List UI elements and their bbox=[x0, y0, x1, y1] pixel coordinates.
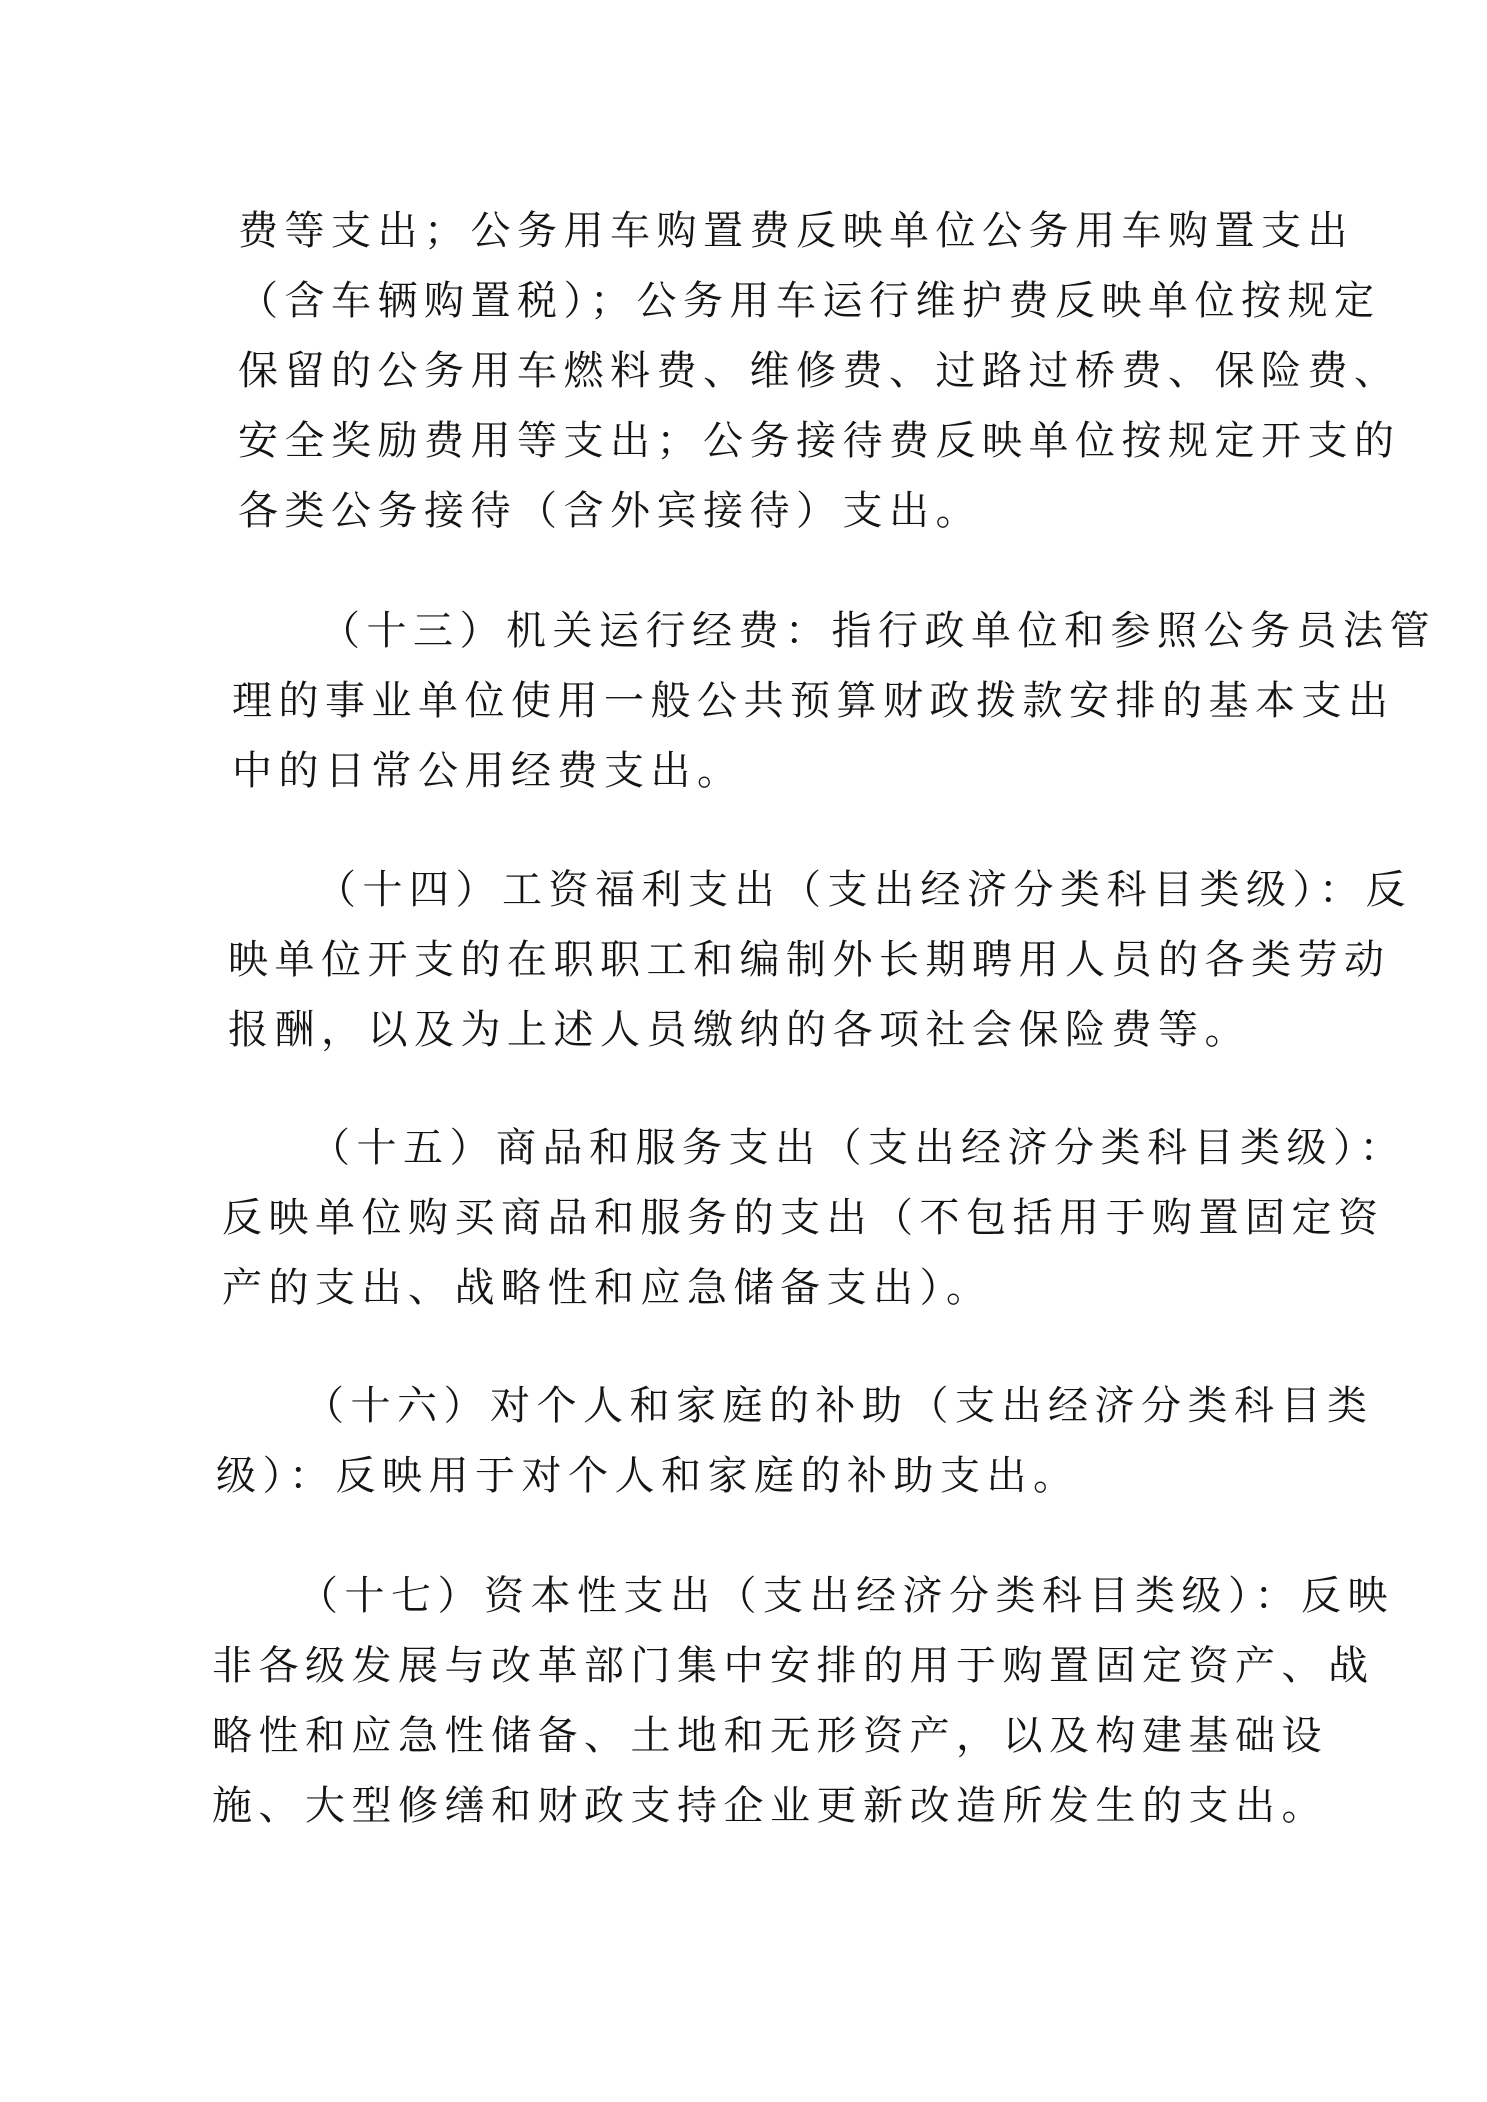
paragraph-2-line-3: 中的日常公用经费支出。 bbox=[232, 748, 744, 794]
paragraph-5-line-1: （十六）对个人和家庭的补助（支出经济分类科目类 bbox=[304, 1383, 1374, 1429]
paragraph-1-line-1: 费等支出；公务用车购置费反映单位公务用车购置支出 bbox=[238, 208, 1354, 254]
paragraph-3-line-1: （十四）工资福利支出（支出经济分类科目类级）：反 bbox=[316, 867, 1412, 913]
paragraph-3-line-2: 映单位开支的在职职工和编制外长期聘用人员的各类劳动 bbox=[228, 937, 1391, 983]
paragraph-6-line-4: 施、大型修缮和财政支持企业更新改造所发生的支出。 bbox=[212, 1783, 1328, 1829]
paragraph-3-line-3: 报酬，以及为上述人员缴纳的各项社会保险费等。 bbox=[228, 1007, 1251, 1053]
paragraph-4-line-1: （十五）商品和服务支出（支出经济分类科目类级）： bbox=[310, 1125, 1406, 1171]
paragraph-2-line-2: 理的事业单位使用一般公共预算财政拨款安排的基本支出 bbox=[232, 678, 1395, 724]
paragraph-1-line-2: （含车辆购置税）；公务用车运行维护费反映单位按规定 bbox=[238, 278, 1381, 324]
paragraph-1-line-5: 各类公务接待（含外宾接待）支出。 bbox=[238, 488, 982, 534]
paragraph-6-line-3: 略性和应急性储备、土地和无形资产，以及构建基础设 bbox=[212, 1713, 1328, 1759]
paragraph-4-line-2: 反映单位购买商品和服务的支出（不包括用于购置固定资 bbox=[222, 1195, 1385, 1241]
paragraph-1-line-3: 保留的公务用车燃料费、维修费、过路过桥费、保险费、 bbox=[238, 348, 1401, 394]
paragraph-2-line-1: （十三）机关运行经费：指行政单位和参照公务员法管 bbox=[320, 608, 1436, 654]
paragraph-1-line-4: 安全奖励费用等支出；公务接待费反映单位按规定开支的 bbox=[238, 418, 1401, 464]
paragraph-6-line-2: 非各级发展与改革部门集中安排的用于购置固定资产、战 bbox=[212, 1643, 1375, 1689]
paragraph-4-line-3: 产的支出、战略性和应急储备支出）。 bbox=[222, 1265, 993, 1311]
paragraph-6-line-1: （十七）资本性支出（支出经济分类科目类级）：反映 bbox=[298, 1573, 1394, 1619]
paragraph-5-line-2: 级）：反映用于对个人和家庭的补助支出。 bbox=[216, 1453, 1080, 1499]
